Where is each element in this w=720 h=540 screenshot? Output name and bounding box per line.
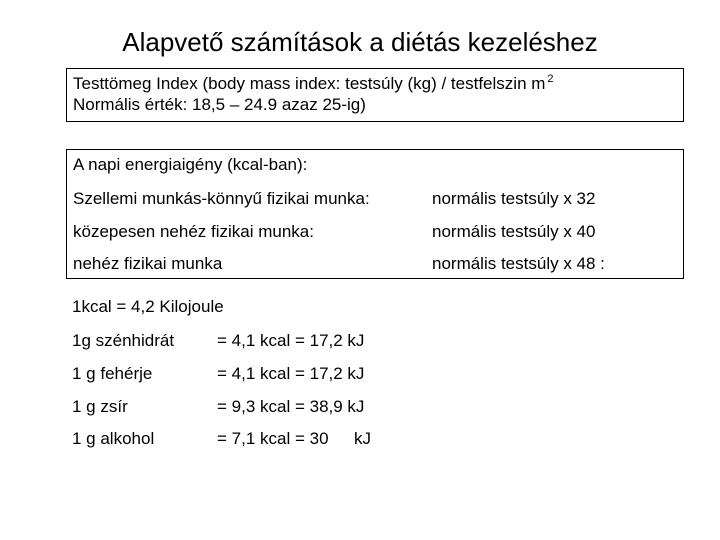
bmi-exponent: 2 xyxy=(547,73,554,85)
energy-row-light xyxy=(73,188,673,210)
conversion-label: 1g szénhidrát xyxy=(72,331,175,350)
energy-row-value: normális testsúly x 48 : xyxy=(432,254,605,273)
bmi-box xyxy=(66,68,684,122)
bmi-line-1 xyxy=(73,73,677,94)
conversion-row-carbohydrate xyxy=(72,330,472,352)
conversion-value: = 7,1 kcal = 30 xyxy=(217,429,329,448)
conversion-row-alcohol xyxy=(72,428,472,450)
energy-row-label: közepesen nehéz fizikai munka: xyxy=(73,222,314,241)
page-title: Alapvető számítások a diétás kezeléshez xyxy=(122,27,598,57)
conversion-row-protein xyxy=(72,363,472,385)
conversion-value: = 9,3 kcal = 38,9 kJ xyxy=(217,397,365,416)
conversion-value: = 4,1 kcal = 17,2 kJ xyxy=(217,364,365,383)
bmi-normal-range: Normális érték: 18,5 – 24.9 azaz 25-ig) xyxy=(73,95,366,114)
energy-row-heavy xyxy=(73,253,673,275)
conversion-label: 1 g alkohol xyxy=(72,429,155,448)
energy-header: A napi energiaigény (kcal-ban): xyxy=(73,155,308,174)
energy-row-value: normális testsúly x 40 xyxy=(432,222,596,241)
conversion-value: = 4,1 kcal = 17,2 kJ xyxy=(217,331,365,350)
conversion-unit: kJ xyxy=(354,429,371,448)
energy-row-medium xyxy=(73,221,673,243)
energy-box xyxy=(66,149,684,279)
conversion-row-fat xyxy=(72,396,472,418)
energy-row-label: nehéz fizikai munka xyxy=(73,254,223,273)
bmi-formula-text: Testtömeg Index (body mass index: testsúly (kg) / testfelszin m xyxy=(73,74,546,93)
conversion-label: 1 g fehérje xyxy=(72,364,153,383)
kcal-kilojoule-line: 1kcal = 4,2 Kilojoule xyxy=(72,297,224,316)
energy-row-label: Szellemi munkás-könnyű fizikai munka: xyxy=(73,189,370,208)
conversion-label: 1 g zsír xyxy=(72,397,128,416)
energy-row-value: normális testsúly x 32 xyxy=(432,189,596,208)
